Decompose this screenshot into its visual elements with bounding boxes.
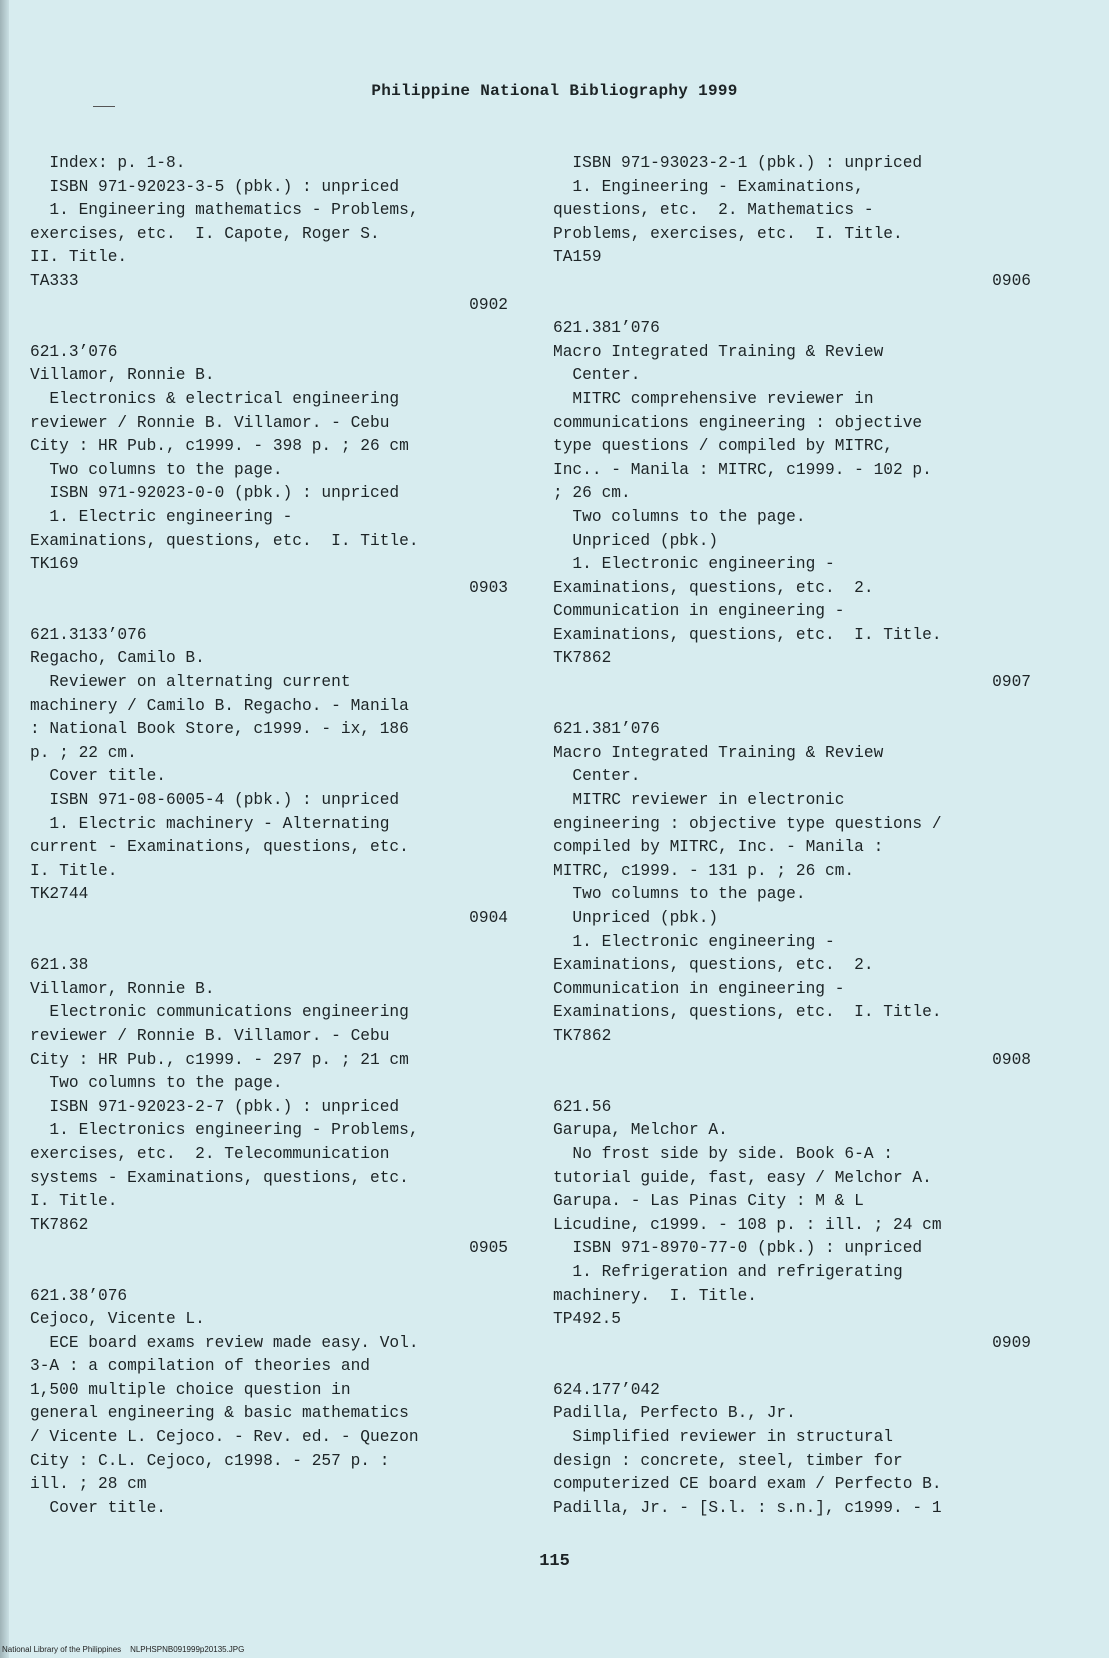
entry-line: Index: p. 1-8.	[30, 154, 186, 172]
entry-line: 621.381’076	[553, 319, 660, 338]
entry-line: Garupa. - Las Pinas City : M & L	[553, 1192, 864, 1211]
entry-line: No frost side by side. Book 6-A :	[553, 1144, 893, 1163]
entry-line: : National Book Store, c1999. - ix, 186	[30, 720, 409, 739]
entry-line: Communication in engineering -	[553, 979, 845, 998]
entry-line: ISBN 971-93023-2-1 (pbk.) : unpriced	[553, 154, 923, 172]
entry-line: TK169	[30, 555, 79, 574]
page-edge-shadow	[0, 0, 9, 1658]
entry-separator	[553, 1072, 1031, 1096]
entry-control-number: 0909	[992, 1333, 1031, 1352]
entry-line: Villamor, Ronnie B.	[30, 366, 215, 385]
entry-line: ; 26 cm.	[553, 484, 631, 503]
entry-line: City : HR Pub., c1999. - 297 p. ; 21 cm	[30, 1050, 409, 1069]
entry-control-number: 0904	[469, 909, 508, 927]
entry-line: Simplified reviewer in structural	[553, 1428, 893, 1447]
entry-line: Padilla, Perfecto B., Jr.	[553, 1404, 796, 1423]
entry-separator	[30, 931, 508, 955]
entry-line: 1. Electric machinery - Alternating	[30, 814, 390, 833]
entry-line: 1. Electronic engineering -	[553, 932, 835, 951]
entry-line: Regacho, Camilo B.	[30, 649, 205, 668]
entry-line: Examinations, questions, etc. I. Title.	[553, 625, 942, 644]
entry-line: machinery / Camilo B. Regacho. - Manila	[30, 696, 409, 715]
entry-line: 621.38	[30, 956, 89, 975]
entry-line: reviewer / Ronnie B. Villamor. - Cebu	[30, 1026, 390, 1045]
page-number: 115	[539, 1552, 570, 1571]
entry-line: ECE board exams review made easy. Vol.	[30, 1333, 419, 1352]
entry-line: MITRC reviewer in electronic	[553, 791, 845, 810]
entry-control-number: 0902	[469, 295, 508, 314]
entry-line: Problems, exercises, etc. I. Title.	[553, 224, 903, 243]
entry-line: reviewer / Ronnie B. Villamor. - Cebu	[30, 413, 390, 432]
entry-line: 1. Engineering - Examinations,	[553, 177, 864, 196]
entry-line: Communication in engineering -	[553, 602, 845, 621]
entry-line: Reviewer on alternating current	[30, 673, 351, 692]
entry-line: Examinations, questions, etc. 2.	[553, 578, 874, 597]
entry-line: 1. Refrigeration and refrigerating	[553, 1262, 903, 1281]
entry-line: Villamor, Ronnie B.	[30, 979, 215, 998]
entry-line: 3-A : a compilation of theories and	[30, 1357, 370, 1376]
entry-line: I. Title.	[30, 861, 118, 880]
entry-line: ISBN 971-92023-3-5 (pbk.) : unpriced	[30, 177, 400, 196]
entry-control-number: 0907	[992, 673, 1031, 692]
entry-line: Macro Integrated Training & Review	[553, 743, 884, 762]
entry-line: communications engineering : objective	[553, 413, 923, 432]
entry-line: 1. Electronics engineering - Problems,	[30, 1121, 419, 1140]
entry-line: questions, etc. 2. Mathematics -	[553, 201, 874, 220]
entry-line: 621.56	[553, 1097, 612, 1116]
entry-line: Two columns to the page.	[30, 460, 283, 479]
entry-line: 1. Electronic engineering -	[553, 555, 835, 574]
entry-separator	[553, 294, 1031, 318]
pen-mark	[93, 106, 115, 107]
entry-line: compiled by MITRC, Inc. - Manila :	[553, 838, 884, 857]
entry-line: MITRC, c1999. - 131 p. ; 26 cm.	[553, 861, 855, 880]
right-column	[553, 152, 1031, 1520]
entry-line: 621.38’076	[30, 1286, 128, 1305]
entry-line: II. Title.	[30, 248, 128, 267]
entry-line: Inc.. - Manila : MITRC, c1999. - 102 p.	[553, 460, 932, 479]
entry-line: Center.	[553, 366, 641, 385]
entry-line: TK2744	[30, 885, 89, 904]
entry-separator	[30, 1261, 508, 1285]
entry-line: Licudine, c1999. - 108 p. : ill. ; 24 cm	[553, 1215, 942, 1234]
entry-line: Garupa, Melchor A.	[553, 1121, 728, 1140]
scan-caption: National Library of the Philippines NLPHSPNB091999p20135.JPG	[2, 1645, 245, 1654]
entry-line: Two columns to the page.	[30, 1074, 283, 1093]
entry-line: ISBN 971-8970-77-0 (pbk.) : unpriced	[553, 1239, 923, 1258]
entry-line: computerized CE board exam / Perfecto B.	[553, 1475, 942, 1494]
entry-line: Examinations, questions, etc. I. Title.	[553, 1003, 942, 1022]
entry-line: 1. Electric engineering -	[30, 507, 293, 526]
entry-line: TK7862	[553, 649, 612, 668]
entry-line: Unpriced (pbk.)	[553, 909, 719, 927]
entry-line: TP492.5	[553, 1310, 621, 1329]
entry-line: Electronic communications engineering	[30, 1003, 409, 1022]
page-header: Philippine National Bibliography 1999	[371, 82, 738, 100]
left-column	[30, 152, 508, 1520]
entry-separator	[30, 317, 508, 341]
entry-separator	[553, 695, 1031, 719]
entry-line: engineering : objective type questions /	[553, 814, 942, 833]
entry-line: systems - Examinations, questions, etc.	[30, 1168, 409, 1187]
entry-line: 621.3’076	[30, 342, 118, 361]
entry-line: City : C.L. Cejoco, c1998. - 257 p. :	[30, 1451, 390, 1470]
entry-line: ISBN 971-92023-2-7 (pbk.) : unpriced	[30, 1097, 400, 1116]
entry-line: ill. ; 28 cm	[30, 1475, 147, 1494]
entry-line: TA159	[553, 248, 602, 267]
entry-control-number: 0906	[992, 271, 1031, 290]
entry-line: 621.3133’076	[30, 625, 147, 644]
entry-control-number: 0905	[469, 1239, 508, 1258]
entry-line: TK7862	[553, 1026, 612, 1045]
entry-line: general engineering & basic mathematics	[30, 1404, 409, 1423]
entry-line: ISBN 971-92023-0-0 (pbk.) : unpriced	[30, 484, 400, 503]
entry-control-number: 0908	[992, 1050, 1031, 1069]
entry-line: Two columns to the page.	[553, 885, 806, 904]
entry-control-number: 0903	[469, 578, 508, 597]
entry-line: machinery. I. Title.	[553, 1286, 757, 1305]
entry-line: ISBN 971-08-6005-4 (pbk.) : unpriced	[30, 791, 400, 810]
entry-line: Center.	[553, 767, 641, 786]
entry-line: MITRC comprehensive reviewer in	[553, 389, 874, 408]
entry-separator	[30, 600, 508, 624]
entry-line: City : HR Pub., c1999. - 398 p. ; 26 cm	[30, 437, 409, 456]
entry-line: design : concrete, steel, timber for	[553, 1451, 903, 1470]
entry-line: 1. Engineering mathematics - Problems,	[30, 201, 419, 220]
entry-line: I. Title.	[30, 1192, 118, 1211]
entry-line: exercises, etc. 2. Telecommunication	[30, 1144, 390, 1163]
entry-line: tutorial guide, fast, easy / Melchor A.	[553, 1168, 932, 1187]
entry-line: p. ; 22 cm.	[30, 743, 137, 762]
entry-line: Macro Integrated Training & Review	[553, 342, 884, 361]
entry-line: Cover title.	[30, 1498, 166, 1517]
entry-line: Two columns to the page.	[553, 507, 806, 526]
entry-line: type questions / compiled by MITRC,	[553, 437, 893, 456]
entry-line: 1,500 multiple choice question in	[30, 1380, 351, 1399]
entry-line: Examinations, questions, etc. 2.	[553, 956, 874, 975]
entry-line: TK7862	[30, 1215, 89, 1234]
entry-line: exercises, etc. I. Capote, Roger S.	[30, 224, 380, 243]
entry-line: Cover title.	[30, 767, 166, 786]
entry-line: Padilla, Jr. - [S.l. : s.n.], c1999. - 1	[553, 1498, 942, 1517]
entry-line: Examinations, questions, etc. I. Title.	[30, 531, 419, 550]
entry-line: 624.177’042	[553, 1380, 660, 1399]
entry-line: Electronics & electrical engineering	[30, 389, 400, 408]
entry-line: Cejoco, Vicente L.	[30, 1310, 205, 1329]
entry-line: TA333	[30, 271, 79, 290]
entry-separator	[553, 1355, 1031, 1379]
entry-line: 621.381’076	[553, 720, 660, 739]
entry-line: Unpriced (pbk.)	[553, 531, 719, 550]
entry-line: / Vicente L. Cejoco. - Rev. ed. - Quezon	[30, 1428, 419, 1447]
entry-line: current - Examinations, questions, etc.	[30, 838, 409, 857]
